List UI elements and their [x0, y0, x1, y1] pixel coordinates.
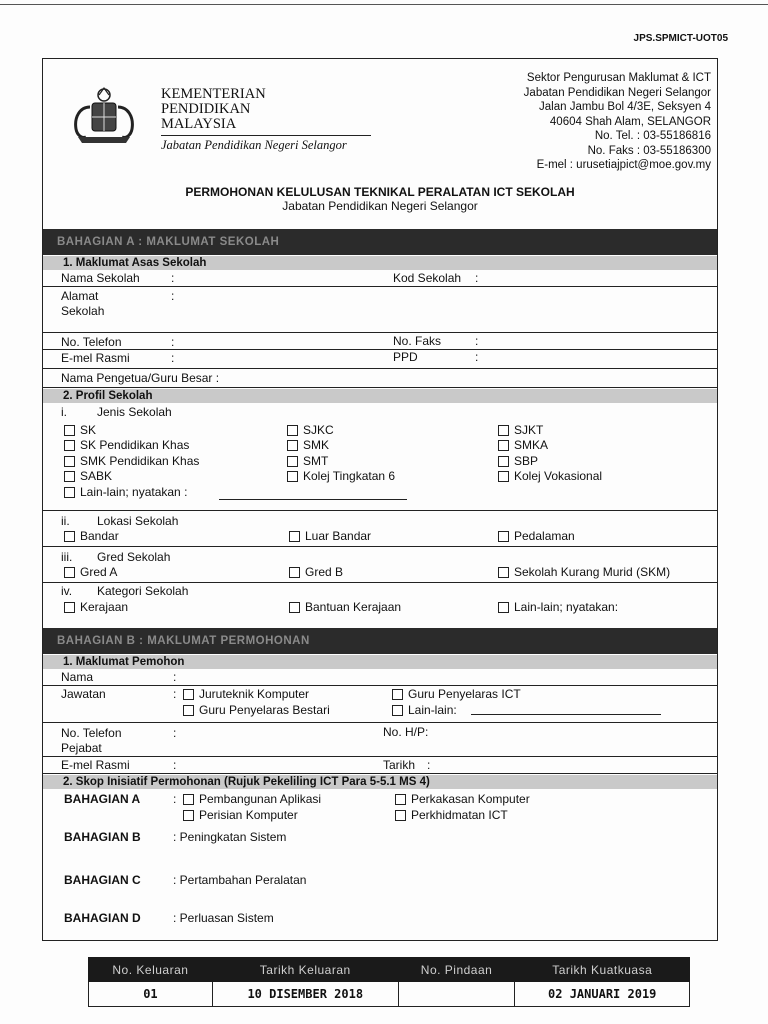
- checkbox-box[interactable]: [64, 425, 75, 436]
- checkbox-label: Luar Bandar: [305, 529, 372, 543]
- checkbox-label: Perkakasan Komputer: [411, 792, 530, 806]
- bahagian-d-text: : Perluasan Sistem: [173, 911, 274, 925]
- address-line: Sektor Pengurusan Maklumat & ICT: [526, 72, 711, 84]
- label-kod-sekolah: Kod Sekolah: [393, 271, 462, 285]
- checkbox-box[interactable]: [64, 531, 75, 542]
- document-code: JPS.SPMICT-UOT05: [633, 33, 728, 44]
- department-name: Jabatan Pendidikan Negeri Selangor: [161, 138, 347, 152]
- bahagian-c-text: : Pertambahan Peralatan: [173, 873, 307, 887]
- checkbox-juruteknik-komputer[interactable]: [183, 687, 309, 701]
- checkbox-label: Lain-lain; nyatakan :: [80, 485, 188, 499]
- checkbox-label: Gred A: [80, 565, 118, 579]
- colon: :: [171, 271, 175, 285]
- roman-i: i.: [61, 405, 67, 419]
- header-no-pindaan: No. Pindaan: [398, 958, 515, 982]
- address-line: E-mel : urusetiajpict@moe.gov.my: [536, 159, 711, 171]
- divider: [43, 332, 717, 333]
- colon: :: [173, 687, 177, 701]
- address-line: 40604 Shah Alam, SELANGOR: [549, 115, 711, 128]
- checkbox-label: Bandar: [80, 529, 119, 543]
- value-tarikh-kuatkuasa: 02 JANUARI 2019: [515, 982, 690, 1007]
- checkbox-box[interactable]: [287, 425, 298, 436]
- label-sekolah: Sekolah: [61, 304, 105, 318]
- checkbox-sbp[interactable]: [498, 454, 538, 468]
- divider: [43, 685, 717, 686]
- bahagian-b-text: : Peningkatan Sistem: [173, 830, 287, 844]
- value-no-keluaran: 01: [89, 982, 213, 1007]
- roman-iii: iii.: [61, 550, 73, 564]
- checkbox-smk-pendidikan-khas[interactable]: [64, 454, 199, 468]
- checkbox-kerajaan[interactable]: [64, 600, 128, 614]
- checkbox-box[interactable]: [287, 440, 298, 451]
- checkbox-perkhidmatan-ict[interactable]: [395, 808, 508, 822]
- checkbox-box[interactable]: [287, 471, 298, 482]
- divider: [43, 756, 717, 757]
- divider: [43, 722, 717, 723]
- section-b1-heading: 1. Maklumat Pemohon: [43, 655, 717, 669]
- checkbox-label: SJKT: [514, 423, 544, 437]
- header-tarikh-kuatkuasa: Tarikh Kuatkuasa: [515, 958, 690, 982]
- ministry-line-1: KEMENTERIAN: [161, 86, 266, 102]
- checkbox-label: Sekolah Kurang Murid (SKM): [514, 565, 671, 579]
- colon: :: [173, 726, 177, 740]
- value-tarikh-keluaran: 10 DISEMBER 2018: [212, 982, 398, 1007]
- address-line: Jalan Jambu Bol 4/3E, Seksyen 4: [539, 101, 711, 113]
- checkbox-sk-pendidikan-khas[interactable]: [64, 438, 189, 452]
- checkbox-guru-penyelaras-bestari[interactable]: [183, 703, 330, 717]
- header-tarikh-keluaran: Tarikh Keluaran: [212, 958, 398, 982]
- colon: :: [171, 335, 175, 349]
- divider: [43, 286, 717, 287]
- checkbox-luar-bandar[interactable]: [289, 529, 371, 543]
- checkbox-pembangunan-aplikasi[interactable]: [183, 792, 321, 806]
- checkbox-box[interactable]: [498, 471, 509, 482]
- checkbox-gred-a[interactable]: [64, 565, 117, 579]
- label-jenis-sekolah: Jenis Sekolah: [97, 405, 172, 419]
- checkbox-bantuan-kerajaan[interactable]: [289, 600, 401, 614]
- colon: :: [173, 792, 177, 806]
- label-bahagian-a: BAHAGIAN A: [64, 792, 141, 806]
- section-b-bar: BAHAGIAN B : MAKLUMAT PERMOHONAN: [43, 628, 717, 654]
- checkbox-label: Lain-lain; nyatakan:: [514, 600, 619, 614]
- checkbox-smka[interactable]: [498, 438, 548, 452]
- checkbox-sk[interactable]: [64, 423, 96, 437]
- label-kategori-sekolah: Kategori Sekolah: [97, 584, 189, 598]
- label-gred-sekolah: Gred Sekolah: [97, 550, 171, 564]
- checkbox-label: SMK Pendidikan Khas: [80, 454, 200, 468]
- checkbox-sabk[interactable]: [64, 469, 112, 483]
- checkbox-label: SBP: [514, 454, 539, 468]
- address-line: No. Faks : 03-55186300: [587, 144, 711, 157]
- checkbox-smt[interactable]: [287, 454, 328, 468]
- divider: [43, 510, 717, 511]
- label-pejabat: Pejabat: [61, 741, 102, 755]
- checkbox-label: Kerajaan: [80, 600, 129, 614]
- section-b2-heading: 2. Skop Inisiatif Permohonan (Rujuk Pekeliling ICT Para 5-5.1 MS 4): [43, 775, 717, 789]
- checkbox-gred-b[interactable]: [289, 565, 343, 579]
- label-no-telefon: No. Telefon: [61, 726, 122, 740]
- section-a1-heading: 1. Maklumat Asas Sekolah: [43, 256, 717, 270]
- label-emel-rasmi: E-mel Rasmi: [61, 758, 130, 772]
- checkbox-label: Kolej Tingkatan 6: [303, 469, 396, 483]
- checkbox-sjkc[interactable]: [287, 423, 334, 437]
- label-jawatan: Jawatan: [61, 687, 106, 701]
- checkbox-box[interactable]: [289, 567, 300, 578]
- checkbox-box[interactable]: [64, 471, 75, 482]
- checkbox-box[interactable]: [498, 425, 509, 436]
- colon: :: [173, 758, 177, 772]
- label-bahagian-b: BAHAGIAN B: [64, 830, 141, 844]
- checkbox-label: SMKA: [514, 438, 549, 452]
- ministry-line-2: PENDIDIKAN: [161, 101, 251, 117]
- address-block: [524, 71, 711, 173]
- checkbox-box[interactable]: [287, 456, 298, 467]
- checkbox-box[interactable]: [64, 487, 75, 498]
- address-line: Jabatan Pendidikan Negeri Selangor: [523, 86, 711, 99]
- checkbox-box[interactable]: [498, 602, 509, 613]
- checkbox-box[interactable]: [395, 810, 406, 821]
- divider: [43, 368, 717, 369]
- colon: :: [171, 351, 175, 365]
- checkbox-bandar[interactable]: [64, 529, 119, 543]
- label-bahagian-d: BAHAGIAN D: [64, 911, 141, 925]
- checkbox-label: Pedalaman: [514, 529, 575, 543]
- table-row: [89, 982, 690, 1007]
- label-no-telefon: No. Telefon: [61, 335, 122, 349]
- checkbox-pedalaman[interactable]: [498, 529, 575, 543]
- checkbox-kolej-tingkatan-6[interactable]: [287, 469, 395, 483]
- application-form: [42, 58, 718, 941]
- ministry-block: [161, 87, 371, 153]
- checkbox-box[interactable]: [183, 705, 194, 716]
- colon: :: [173, 670, 177, 684]
- divider: [43, 773, 717, 774]
- divider: [43, 349, 717, 350]
- checkbox-label: Kolej Vokasional: [514, 469, 603, 483]
- colon: :: [475, 271, 479, 285]
- checkbox-box[interactable]: [498, 531, 509, 542]
- checkbox-label: SABK: [80, 469, 113, 483]
- table-header-row: [89, 958, 690, 982]
- checkbox-guru-penyelaras-ict[interactable]: [392, 687, 521, 701]
- checkbox-box[interactable]: [183, 810, 194, 821]
- divider: [43, 582, 717, 583]
- label-emel-rasmi: E-mel Rasmi: [61, 351, 130, 365]
- checkbox-label: Perisian Komputer: [199, 808, 298, 822]
- checkbox-label: SMK: [303, 438, 330, 452]
- checkbox-label: Pembangunan Aplikasi: [199, 792, 322, 806]
- checkbox-perisian-komputer[interactable]: [183, 808, 298, 822]
- roman-iv: iv.: [61, 584, 73, 598]
- checkbox-label: SMT: [303, 454, 329, 468]
- label-nama-sekolah: Nama Sekolah: [61, 271, 140, 285]
- checkbox-box[interactable]: [64, 567, 75, 578]
- checkbox-box[interactable]: [64, 456, 75, 467]
- header-no-keluaran: No. Keluaran: [89, 958, 213, 982]
- checkbox-box[interactable]: [498, 440, 509, 451]
- label-bahagian-c: BAHAGIAN C: [64, 873, 141, 887]
- label-no-faks: No. Faks: [393, 334, 442, 348]
- checkbox-smk[interactable]: [287, 438, 329, 452]
- divider: [43, 387, 717, 388]
- checkbox-skm[interactable]: [498, 565, 670, 579]
- checkbox-box[interactable]: [64, 602, 75, 613]
- colon: :: [475, 334, 479, 348]
- ministry-rule: [161, 135, 371, 136]
- checkbox-label: Guru Penyelaras Bestari: [199, 703, 330, 717]
- checkbox-box[interactable]: [183, 794, 194, 805]
- checkbox-box[interactable]: [289, 531, 300, 542]
- checkbox-label: Gred B: [305, 565, 344, 579]
- roman-ii: ii.: [61, 514, 70, 528]
- form-title: [43, 185, 717, 213]
- checkbox-box[interactable]: [392, 689, 403, 700]
- colon: :: [475, 350, 479, 364]
- label-nama: Nama: [61, 670, 94, 684]
- form-title-main: PERMOHONAN KELULUSAN TEKNIKAL PERALATAN ICT SEKOLAH: [185, 185, 575, 199]
- colon: :: [171, 289, 175, 303]
- checkbox-box[interactable]: [64, 440, 75, 451]
- lain-lain-input-line[interactable]: [219, 499, 407, 500]
- checkbox-box[interactable]: [498, 456, 509, 467]
- checkbox-label: Guru Penyelaras ICT: [408, 687, 521, 701]
- checkbox-label: Lain-lain:: [408, 703, 457, 717]
- jawatan-lain-input-line[interactable]: [471, 714, 661, 715]
- checkbox-label: SK: [80, 423, 97, 437]
- checkbox-box[interactable]: [183, 689, 194, 700]
- checkbox-kategori-lain-lain[interactable]: [498, 600, 618, 614]
- checkbox-jawatan-lain-lain[interactable]: [392, 703, 457, 717]
- checkbox-label: Perkhidmatan ICT: [411, 808, 508, 822]
- checkbox-box[interactable]: [498, 567, 509, 578]
- checkbox-label: Bantuan Kerajaan: [305, 600, 402, 614]
- label-tarikh: Tarikh: [383, 758, 416, 772]
- section-a2-heading: 2. Profil Sekolah: [43, 389, 717, 403]
- checkbox-label: SK Pendidikan Khas: [80, 438, 190, 452]
- ministry-line-3: MALAYSIA: [161, 116, 237, 132]
- section-a-bar: BAHAGIAN A : MAKLUMAT SEKOLAH: [43, 229, 717, 255]
- checkbox-sjkt[interactable]: [498, 423, 543, 437]
- colon: :: [427, 758, 431, 772]
- checkbox-box[interactable]: [395, 794, 406, 805]
- label-ppd: PPD: [393, 350, 418, 364]
- checkbox-box[interactable]: [289, 602, 300, 613]
- form-title-sub: Jabatan Pendidikan Negeri Selangor: [282, 199, 478, 213]
- coat-of-arms-icon: [68, 85, 140, 147]
- label-no-hp: No. H/P:: [383, 725, 429, 739]
- label-alamat: Alamat: [61, 289, 99, 303]
- label-nama-pengetua: Nama Pengetua/Guru Besar :: [61, 371, 220, 385]
- divider: [43, 546, 717, 547]
- checkbox-kolej-vokasional[interactable]: [498, 469, 602, 483]
- address-line: No. Tel. : 03-55186816: [594, 130, 711, 142]
- checkbox-lain-lain[interactable]: [64, 485, 187, 499]
- value-no-pindaan: [398, 982, 515, 1007]
- checkbox-label: SJKC: [303, 423, 334, 437]
- top-rule: [0, 4, 768, 5]
- checkbox-label: Juruteknik Komputer: [199, 687, 310, 701]
- checkbox-box[interactable]: [392, 705, 403, 716]
- document-control-table: [88, 957, 690, 1007]
- checkbox-perkakasan-komputer[interactable]: [395, 792, 530, 806]
- label-lokasi-sekolah: Lokasi Sekolah: [97, 514, 179, 528]
